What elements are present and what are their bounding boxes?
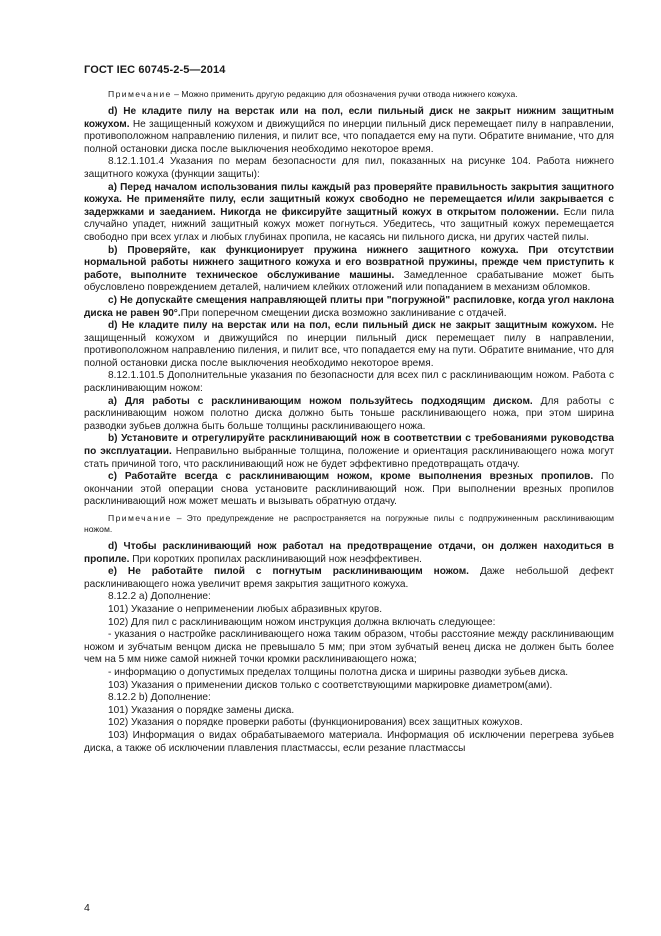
paragraph-text: 102) Для пил с расклинивающим ножом инструкция должна включать следующее:: [108, 616, 496, 628]
bold-instruction: d) Не кладите пилу на верстак или на пол, если пильный диск не закрыт защитным кожухом.: [108, 320, 597, 332]
page-number: 4: [84, 902, 90, 914]
document-body: [84, 85, 614, 755]
paragraph-text: Не защищенный кожухом и движущийся по инерции пильный диск перемещает пилу в направлении, противоположном направлению пиления, и пилит все, что попадается ему на пути. Обратите внимание, что для полной остановки диска после выключения необходимо некоторое время.: [84, 320, 614, 369]
note-separator: –: [171, 89, 182, 99]
bold-instruction: b) Установите и отрегулируйте расклинивающий нож в соответствии с требованиями руководства по эксплуатации.: [84, 433, 614, 458]
paragraph-text: 103) Указания о применении дисков только с соответствующими маркировке диаметром(ами).: [108, 679, 553, 691]
bold-instruction: a) Для работы с расклинивающим ножом пользуйтесь подходящим диском.: [108, 395, 533, 407]
body-paragraph: [84, 320, 614, 370]
body-paragraph: [84, 617, 614, 630]
bold-instruction: d) Чтобы расклинивающий нож работал на предотвращение отдачи, он должен находиться в пропиле.: [84, 541, 614, 565]
body-paragraph: [84, 471, 614, 509]
note-separator: –: [171, 513, 187, 523]
note-paragraph: [84, 513, 614, 535]
paragraph-text: Если пила случайно упадет, нижний защитный кожух может погнуться. Убедитесь, что защитный кожух перемещается свободно при всех углах и любых глубинах пропила, не касаясь ни пильного диска, ни других частей пилы.: [84, 206, 614, 243]
body-paragraph: [84, 680, 614, 693]
note-label: Примечание: [108, 513, 172, 523]
body-paragraph: [84, 705, 614, 718]
bold-instruction: b) Проверяйте, как функционирует пружина нижнего защитного кожуха. При отсутствии нормальной работы нижнего защитного кожуха и его возвратной пружины, прежде чем приступить к работе, выполните техническое обслуживание машины.: [84, 244, 614, 281]
paragraph-text: Замедленное срабатывание может быть обусловлено повреждением деталей, наличием клейких отложений или попаданием в механизм обломков.: [84, 269, 614, 294]
body-paragraph: [84, 182, 614, 245]
body-paragraph: [84, 245, 614, 295]
paragraph-text: Неправильно выбранные толщина, положение и ориентация расклинивающего ножа могут стать причиной того, что расклинивающий нож не будет эффективно предотвращать отдачу.: [84, 446, 614, 470]
note-text: Можно применить другую редакцию для обозначения ручки отвода нижнего кожуха.: [181, 89, 518, 99]
paragraph-text: Даже небольшой дефект расклинивающего ножа увеличит время закрытия защитного кожуха.: [84, 566, 614, 590]
paragraph-text: 8.12.1.101.5 Дополнительные указания по безопасности для всех пил с расклинивающим ножом. Работа с расклинивающим ножом:: [84, 370, 614, 395]
paragraph-text: - информацию о допустимых пределах толщины полотна диска и ширины разводки зубьев диска.: [108, 666, 569, 678]
bold-instruction: c) Не допускайте смещения направляющей плиты при "погружной" распиловке, когда угол наклона диска не равен 90°.: [84, 294, 614, 319]
body-paragraph: [84, 106, 614, 156]
note-text: Это предупреждение не распространяется на погружные пилы с подпружиненным расклинивающим ножом.: [84, 513, 615, 534]
paragraph-text: 8.12.2 a) Дополнение:: [108, 591, 211, 603]
paragraph-text: 101) Указания о порядке замены диска.: [108, 704, 295, 716]
body-paragraph: [84, 433, 614, 471]
note-label: Примечание: [108, 89, 172, 99]
paragraph-text: 8.12.1.101.4 Указания по мерам безопасности для пил, показанных на рисунке 104. Работа нижнего защитного кожуха (функции защиты):: [84, 156, 614, 180]
note-paragraph: [84, 89, 614, 100]
document-header: ГОСТ IEC 60745-2-5—2014: [84, 64, 226, 76]
body-paragraph: [84, 566, 614, 591]
body-paragraph: [84, 295, 614, 320]
body-paragraph: [84, 604, 614, 617]
bold-instruction: d) Не кладите пилу на верстак или на пол, если пильный диск не закрыт нижним защитным кожухом.: [84, 106, 614, 130]
body-paragraph: [84, 730, 614, 755]
bold-instruction: c) Работайте всегда с расклинивающим ножом, кроме выполнения врезных пропилов.: [108, 471, 594, 483]
paragraph-text: Для работы с расклинивающим ножом полотно диска должно быть тоньше расклинивающего ножа, при этом ширина разводки зубьев должна быть больше толщины расклинивающего ножа.: [84, 395, 614, 432]
body-paragraph: [84, 591, 614, 604]
paragraph-text: При коротких пропилах расклинивающий нож неэффективен.: [129, 553, 422, 565]
body-paragraph: [84, 370, 614, 395]
paragraph-text: По окончании этой операции снова установите расклинивающий нож. При выполнении врезных пропилов расклинивающий нож может мешать и вызывать обратную отдачу.: [84, 471, 614, 508]
body-paragraph: [84, 396, 614, 434]
body-paragraph: [84, 717, 614, 730]
paragraph-text: 103) Информация о видах обрабатываемого материала. Информация об исключении перегрева зубьев диска, а также об исключении плавления пластмассы, если резание пластмассы: [84, 729, 614, 754]
body-paragraph: [84, 667, 614, 680]
paragraph-text: - указания о настройке расклинивающего ножа таким образом, чтобы расстояние между расклинивающим ножом и зубчатым венцом диска не превышало 5 мм; при этом зубчатый венец диска не должен быть более чем на 5 мм ниже самой нижней точки кромки расклинивающего ножа;: [84, 629, 614, 666]
body-paragraph: [84, 156, 614, 181]
bold-instruction: e) Не работайте пилой с погнутым расклинивающим ножом.: [108, 566, 469, 578]
bold-instruction: a) Перед началом использования пилы каждый раз проверяйте правильность закрытия защитного кожуха. Не применяйте пилу, если защитный кожух свободно не перемещается и/или закрывается с задержками и заеданием. Никогда не фиксируйте защитный кожух в открытом положении.: [84, 181, 614, 218]
body-paragraph: [84, 692, 614, 705]
paragraph-text: 8.12.2 b) Дополнение:: [108, 692, 211, 704]
body-paragraph: [84, 629, 614, 667]
paragraph-text: Не защищенный кожухом и движущийся по инерции пильный диск перемещает пилу в направлении, противоположном направлению пиления, и пилит все, что попадается ему на пути. Обратите внимание, что для полной остановки диска после выключения необходимо некоторое время.: [84, 118, 614, 155]
paragraph-text: 102) Указания о порядке проверки работы (функционирования) всех защитных кожухов.: [108, 717, 523, 729]
body-paragraph: [84, 541, 614, 566]
paragraph-text: При поперечном смещении диска возможно заклинивание с отдачей.: [180, 307, 507, 319]
paragraph-text: 101) Указание о неприменении любых абразивных кругов.: [108, 603, 383, 615]
